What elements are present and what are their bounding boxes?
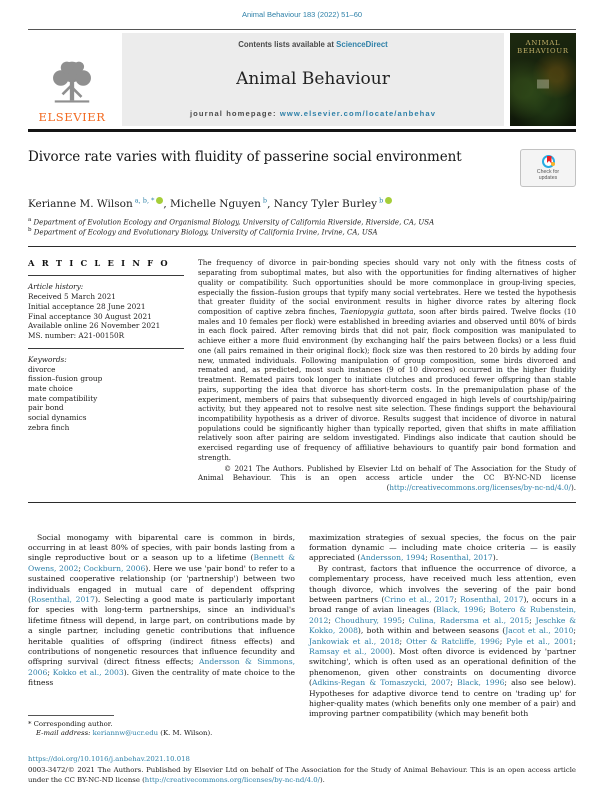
inline-link[interactable]: keriannw@ucr.edu (92, 729, 159, 738)
inline-link[interactable]: Pyle et al., 2001 (506, 636, 574, 646)
elsevier-logo[interactable] (28, 33, 116, 126)
text-segment: ; (402, 615, 409, 625)
text-segment: ). Selecting a good mate is particularly important for species with long-term partnerships, since an individual's lifetime fitness will depend, in large part, on contributions made by a single partner, including genetic contributions that influence heritable qualities of offspring (indirect fitness effects) and contributions of nongenetic resources that influence fecundity and offspring survival (direct fitness effects; (28, 595, 295, 667)
inline-link[interactable]: http://creativecommons.org/licenses/by-nc-nd/4.0/ (144, 776, 320, 785)
article-history-label: Article history: (28, 282, 84, 292)
text-segment: ; (425, 553, 431, 563)
info-divider (28, 348, 184, 349)
masthead (28, 29, 576, 132)
text-segment: ), both within and between seasons ( (357, 626, 506, 636)
elsevier-tree-icon (44, 59, 100, 109)
text-segment: ). Most often divorce is evidenced by 'partner switching', which is often used as an operational definition of the phenomenon, given other constraints on documenting divorce ( (309, 646, 577, 688)
check-for-updates-button[interactable] (520, 149, 576, 187)
abstract-text (198, 258, 576, 462)
text-segment: ; (483, 605, 490, 615)
inline-link[interactable]: Botero & Rubenstein, 2012 (309, 605, 576, 625)
article-info-heading: A R T I C L E I N F O (28, 258, 170, 269)
doi-link[interactable]: https://doi.org/10.1016/j.anbehav.2021.10.018 (28, 754, 190, 763)
crossmark-icon (542, 155, 555, 168)
author-2-superscript: b (260, 196, 268, 204)
history-item: Final acceptance 30 August 2021 (28, 311, 152, 321)
text-segment: ; (399, 636, 407, 646)
text-segment: (K. M. Wilson). (158, 729, 213, 738)
inline-link[interactable]: Culina, Radersma et al., 2015 (408, 615, 530, 625)
corresponding-author-footnote (28, 715, 295, 739)
homepage-link[interactable]: www.elsevier.com/locate/anbehav (279, 109, 437, 118)
page-footer (28, 755, 576, 786)
cover-title-line1: ANIMAL (525, 39, 561, 47)
inline-link[interactable]: Crino et al., 2017 (384, 595, 455, 605)
inline-link[interactable]: Bennett & Owens, 2002 (28, 553, 295, 573)
text-segment: ; (450, 678, 458, 688)
check-label-line2: updates (538, 175, 558, 181)
keyword: mate choice (28, 384, 73, 394)
text-segment: ). Here we use 'pair bond' to refer to a sustained cooperative relationship (or 'partnership') between two individuals engaged in mutual care of dependent offspring ( (28, 563, 295, 605)
inline-link[interactable]: Ramsay et al., 2000 (309, 646, 390, 656)
body-text-columns (28, 533, 576, 739)
info-divider (28, 275, 184, 276)
text-segment: Social monogamy with biparental care is common in birds, occurring in at least 80% of species, with pair bonds lasting from a single reproductive bout or a season up to a lifetime ( (28, 532, 295, 563)
inline-link[interactable]: Kokko et al., 2003 (52, 667, 124, 677)
text-segment: ; (573, 636, 576, 646)
inline-link[interactable]: Jacot et al., 2010 (505, 626, 574, 636)
body-left-column (28, 533, 295, 739)
inline-link[interactable]: Jankowiak et al., 2018 (309, 636, 400, 646)
elsevier-wordmark: ELSEVIER (38, 110, 106, 124)
body-paragraph (309, 564, 576, 720)
homepage-prefix: journal homepage: (189, 109, 280, 118)
text-segment: ). Given the centrality of mate choice to the fitness (28, 667, 295, 688)
journal-banner (122, 33, 504, 126)
affiliation-b (28, 227, 576, 237)
text-segment: ). (319, 776, 325, 785)
body-right-column (309, 533, 576, 739)
author-separator: , (267, 197, 274, 210)
text-segment: 0003-3472/© 2021 The Authors. Published by Elsevier Ltd on behalf of The Association for the Study of Animal Behaviour. This is an open access article under the CC BY-NC-ND license ( (28, 766, 576, 785)
affiliation-b-superscript: b (28, 226, 32, 233)
journal-title: Animal Behaviour (236, 69, 390, 89)
cover-stamp (537, 80, 549, 89)
orcid-icon[interactable] (385, 197, 392, 204)
keywords-block (28, 355, 184, 433)
text-segment: ), occurs in a broad range of avian lineages ( (309, 595, 577, 615)
author-3-superscript: b (377, 196, 384, 204)
inline-link[interactable]: Cockburn, 2006 (83, 563, 146, 573)
text-segment: ; also see below). Hypotheses for adaptive divorce tend to centre on 'trading up' for higher-quality mates (which benefits only one member of a pair) and improving partner compatibility (which may benefit both (309, 678, 576, 719)
text-segment: ; (47, 667, 53, 677)
info-abstract-section (28, 258, 576, 492)
inline-link[interactable]: Black, 1996 (436, 605, 484, 615)
history-item: Initial acceptance 28 June 2021 (28, 301, 146, 311)
keyword: social dynamics (28, 413, 87, 423)
affiliation-a-superscript: a (28, 216, 32, 223)
author-1-superscript: a, b, * (132, 196, 155, 204)
journal-cover-thumbnail[interactable] (510, 33, 576, 126)
inline-link[interactable]: Choudhury, 1995 (334, 615, 403, 625)
inline-link[interactable]: Andersson & Simmons, 2006 (28, 657, 296, 677)
text-segment: Taeniopygia guttata (340, 307, 414, 317)
text-segment: © 2021 The Authors. Published by Elsevier Ltd on behalf of The Association for the Study of Animal Behaviour. This is an open access article under the CC BY-NC-ND license ( (198, 463, 576, 492)
inline-link[interactable]: http://creativecommons.org/licenses/by-nc-nd/4.0/ (389, 482, 571, 492)
affiliations (28, 217, 576, 238)
contents-prefix: Contents lists available at (238, 40, 337, 49)
text-segment: ; (529, 615, 536, 625)
affiliation-a (28, 217, 576, 227)
cover-title (517, 39, 569, 56)
body-paragraph (309, 533, 576, 564)
text-segment: ; (454, 595, 460, 605)
text-segment: ; (499, 636, 507, 646)
text-segment: The frequency of divorce in pair-bonding species should vary not only with the fitness costs of separating from suboptimal mates, but also with the opportunities for finding alternatives of higher quality or compatibility. Such opportunities should be more commonplace in group-living species, especially the fission–fusion groups that typify many social vertebrates. Here we tested the hypothesis that greater fluidity of the social environment results in higher divorce rates by altering flock composition of captive zebra finches, (198, 258, 576, 317)
inline-link[interactable]: Rosenthal, 2017 (430, 553, 493, 563)
footnote-line1: * Corresponding author. (28, 719, 113, 728)
title-row (28, 149, 576, 187)
article-title: Divorce rate varies with fluidity of passerine social environment (28, 149, 462, 165)
issn-copyright-line (28, 766, 576, 786)
affiliation-b-text: Department of Ecology and Evolutionary Biology, University of California Irvine, Irvine, CA, USA (31, 228, 378, 237)
text-segment: ). (570, 482, 576, 492)
divider-above-info (28, 246, 576, 247)
text-segment: By contrast, factors that influence the occurrence of divorce, a complementary process, have received much less attention, even though divorce, which involves the severing of the pair bond between partners ( (309, 563, 576, 605)
text-segment: ; (78, 563, 84, 573)
author-1-name: Kerianne M. Wilson (28, 197, 133, 210)
homepage-line (126, 109, 500, 118)
text-segment: , soon after birds paired. Twelve flocks (10 males and 10 females per flock) were established in breeding aviaries and observed until 80% of birds in each flock paired. After removing birds that did not pair, flock composition was manipulated to achieve either a more fluid environment (by exchanging half the pairs between flocks) or a less fluid one (all pairs remained in their original flock); flock size was then restored to 20 birds by adding four new, unmated individuals. Following manipulation of group composition, some birds divorced and remated and, as predicted, most such instances (9 of 10 divorces) occurred in the higher fluidity treatment. Remated pairs took longer to initiate clutches and produced fewer offspring than stable pairs, supporting the idea that divorce has short-term costs. In the premanipulation phase of the experiment, members of pairs that subsequently divorced engaged in high levels of courtship/pairing activity, but they appeared not to resolve nest site selection. These findings support the behavioural incompatibility hypothesis as a driver of divorce. Results suggest that incidence of divorce in natural populations could be significantly higher than typically reported, given that shifts in mate affiliation relatively soon after pairing are seldom investigated. Findings also indicate that caution should be exercised regarding use of frequency of affiliative behaviours to quantify pair bond formation and strength. (198, 307, 577, 462)
sciencedirect-link[interactable]: ScienceDirect (336, 40, 388, 49)
author-1 (28, 198, 170, 210)
cover-title-line2: BEHAVIOUR (517, 47, 569, 56)
author-2 (170, 198, 274, 210)
inline-link[interactable]: Adkins-Regan & Tomaszycki, 2007 (311, 678, 451, 688)
footnote-line2 (28, 729, 295, 739)
history-item: MS. number: A21-00150R (28, 331, 125, 341)
article-info-column (28, 258, 184, 492)
keyword: zebra finch (28, 422, 70, 432)
author-2-name: Michelle Nguyen (170, 197, 261, 210)
keyword: divorce (28, 364, 56, 374)
author-separator: , (163, 197, 171, 210)
check-for-updates-label (537, 169, 559, 182)
body-paragraph (28, 533, 295, 689)
keyword: pair bond (28, 403, 64, 413)
keywords-label: Keywords: (28, 354, 67, 364)
text-segment: ; (328, 615, 335, 625)
divider-below-abstract (28, 502, 576, 503)
footnote-rule (28, 715, 114, 716)
author-3-name: Nancy Tyler Burley (273, 197, 378, 210)
inline-link[interactable]: Andersson, 1994 (360, 553, 426, 563)
history-item: Available online 26 November 2021 (28, 321, 161, 331)
journal-citation: Animal Behaviour 183 (2022) 51–60 (241, 10, 363, 19)
contents-line (126, 40, 500, 49)
keyword: mate compatibility (28, 393, 98, 403)
inline-link[interactable]: Otter & Ratcliffe, 1996 (406, 636, 500, 646)
inline-link[interactable]: Rosenthal, 2017 (30, 595, 95, 605)
author-list (28, 196, 576, 210)
affiliation-a-text: Department of Evolution Ecology and Organismal Biology, University of California Riverside, Riverside, CA, USA (31, 217, 435, 226)
text-segment: ). (492, 553, 499, 563)
text-segment: maximization strategies of sexual species, the focus on the pair formation dynamic — including mate choice criteria — is easily appreciated ( (309, 532, 576, 563)
inline-link[interactable]: Rosenthal, 2017 (459, 595, 524, 605)
author-3 (274, 198, 392, 210)
inline-link[interactable]: Jeschke & Kokko, 2008 (309, 615, 576, 636)
text-segment: E-mail address: (36, 729, 93, 738)
history-item: Received 5 March 2021 (28, 292, 116, 302)
orcid-icon[interactable] (156, 197, 163, 204)
keyword: fission–fusion group (28, 374, 103, 384)
abstract-column (198, 258, 576, 492)
check-label-line1: Check for (536, 168, 560, 175)
abstract-copyright (198, 464, 576, 493)
inline-link[interactable]: Black, 1996 (457, 678, 505, 688)
text-segment: ; (573, 626, 576, 636)
